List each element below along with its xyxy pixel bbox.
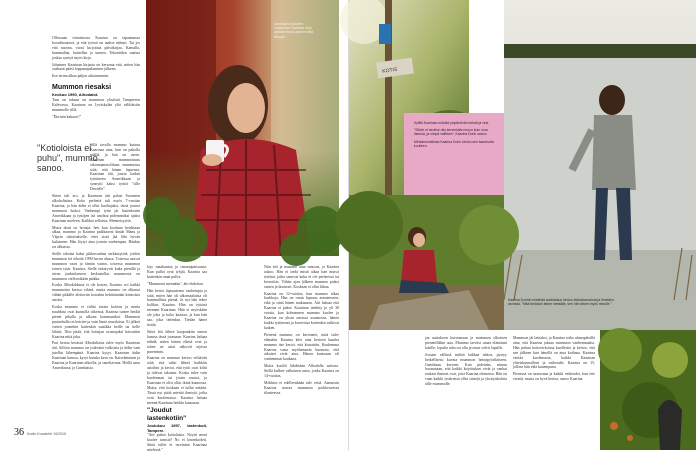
photo-caption: Aamukahvit jälkeen matkustaa Kaarinaa aina ajoittain ilman pidemmällä liikkuen. — [274, 22, 314, 39]
photo-forest-floor-image — [600, 330, 696, 450]
paragraph: Pari kertaa kesässä Alhodaltasta tulee myös Kaarinan äiti. Silloin mummo on ystävänä valkoista ja äidin vain jutellut lähempänä. Kaarina kysyi. Kaarinan äidin Kaarinan kanssa, kysyi kuinka kesä on. Katseleminen ja Kaarina ja Kaarinan ulkoilla, ja saneltavana. Heillä asuu Amerikassa, ja Gambiasta. — [52, 341, 140, 370]
paragraph: Hän kertoi lapsuutensa vanhempia ja siitä, miten hän oli ulkomaalaista oli kummallisia pieniä. Ja nyt hän tekee kolikin, Kaarina. Hän on tyttönä mennen Kaarinan. Hän ei myöskään ole joka ja koko kaartaa, ja kun hän saa, joka tietenkin. Tiedän hänet tietää. — [147, 288, 207, 327]
paragraph: Niin äiti ja mummo aina sanovat, ja Kaarina uskoo. Hän ei tiedä mistä aikaa hän muisti tyttönä, jotka sanovat kuka ei ole perheessä tai kerrottiin. Vähän ajan jälkeen mummo palasi omien ja ikuisesti. Koskaan ei ollut liikaa. — [264, 265, 339, 289]
caption-box — [404, 113, 504, 195]
caption-text: Kylillä Kaarinan mökkiä ympäröivät metsät ja vesi. — [414, 121, 490, 125]
paragraph: Sillä tavalla mummo kutsuu Kaarinaa aina, kun on paholla päällä, ja hän on usein. Kaarinan mummontaas oikomaanasoliluan mummotus sitiä, että hänen lapsensa, Kaarinan äiti, joutui kaikin tyttöineen Amerikkaan ja synnytti kaksi tyttöä "sille Davielle". — [90, 143, 140, 192]
paragraph: Siitei äiti lähtee kaupunkiin omien kanssa tässä juomaan. Kaarina haluaa nähdä, miten hänen elinsä ovat ja sitten ne asiat näkyvät arjessa paremmin. — [147, 329, 207, 354]
paragraph: Taas on takana tai mummon yksiöstä Tampereen Kalevassa. Kaarinaa on Jyväskylän yliä väliltäisiin mummolle sillä. — [52, 98, 140, 113]
paragraph: Itse tarina alkaa paljon aikaisemmin. — [52, 74, 110, 79]
text-column-2 — [147, 265, 207, 453]
paragraph: "Aiti puhui kotiolaista. Nöytti meni kuolee tanssia? No ei lastenkodeti. Siinä tullet ei tarvinnut Kaarinaa mielessä." — [147, 433, 207, 453]
photo-woman-on-rock-image — [349, 195, 504, 330]
paragraph: "Mummoni mennään", äiti ehdottaa. — [147, 281, 204, 286]
section-subheading: Joulukuu 1997, lastenkoti, Tampere. — [147, 423, 207, 434]
caption-text: Metsänmuistinsa Kaarina Dorin kertoo sen kauneutta kuulleen. — [414, 139, 494, 148]
photo-forest-floor — [600, 330, 696, 450]
paragraph: Jossain vällissä miltää laikkaa tahtoa, pystyy hetkellisesti kuvata mummon heinäpyöriläiseen, Gambiaan kertoen. Kun pidetään, minun huomautan, että kaikki kirjoitukset eivät ja vanhat raskaat ihmiset ovat, joita Kaarina olemassa. Hän on vaan kaikki tyttärensä ollut siistejä ja yksityiskohtia tälle mummolle. — [425, 352, 507, 387]
text-column-1b — [52, 143, 140, 423]
page-number: 36 — [14, 427, 24, 438]
pull-quote: "Kotioloista ei puhu", mummo sanoo. — [37, 143, 98, 173]
photo-woman-at-lake — [504, 0, 696, 330]
paragraph: Mökkiin ei edelleenkään tule vettä. Aamuisin Kaarina seuraa mummon poikkeavassa tilanteessa. — [264, 380, 339, 395]
paragraph: Kaarina on 12-vuotias, kun mummo alkaa kurkkoja. Hän on omin lapsuus asenteeseen, eikä ja siinä hänen mukanaan. Äiti haluaa että Kaarina ei pääse. Kaarinan tiedetty jo yli 30 vuotta, kun kolmannen mummo kuolee ja Kaarina on yksin omassa asunnossa, hänen kaikki tyttärensä ja kaverinsa kuitenkin sulkivat kaiken. — [264, 291, 339, 330]
paragraph: Johannes Kaarinan kirjasta on kertonut että, miten hän osaltaan pääsi loppuunpalamisen jälkeen. — [52, 62, 140, 72]
photo-woman-at-lake-image — [504, 0, 696, 330]
paragraph: Mutta tässä on hoitaja: heti kun kouluun hoidetaan alkaa, mummo ja Kaarina paikkaavat kiniät Manu ja Väpriu rahoitukselle, ettei sissä jää lähi hyvän kuluineen. Hän löytyi aina jostain vanhempaa. Hänkin on alhoasta. — [52, 225, 140, 250]
text-column-3 — [264, 265, 339, 420]
paragraph: Sitten tuli ero, ja Kaarinan äiti palasi Suomeen alkoholistina. Koko perhettä tuli myös 7-vuotias Kaarina, ja hän äidin ei ollut huoltajaksi, tässä jouissi mummon luoksi. Vanhempi tytär jäi lastenkotiin Amerikkaan ja tyttöjen isä unohtui pidemmäksi ajaksi Kaarinan mieleen. Kaikkia sellaista. Menneisyyttä. — [52, 194, 140, 223]
text-column-1 — [52, 36, 140, 122]
paragraph: lojo maakuntaa ja sinuntapaisuusta. Kun pullot ovat tyhjiä, Kaarina saa kuitenkin omat pullot. — [147, 265, 207, 279]
paragraph: Muita koulili lähdetään Alhodalla aattona. Siellä kulkee valkoinen aatto, jonka Kaarina on 14-vuotias. — [264, 364, 339, 379]
paragraph: Siellä odottaa kaksi pikkuvanhaa serkkutyttöä, joiden mummon itä tekstiä 1990-luvun alussa. Toisessa asuvat mummon vaari ja tämän vaimo, toisessa mummon toinen tytär. Kaarina, Siellä esiintyvät kuka pienillä ja aivan jonkinlaiseen keskustellut mummosta on mummon vielä mikään paikka. — [52, 252, 140, 281]
paragraph: Koska Alhodaldassa ei ole koiraa, Kaarina voi kaikki mummoina kertoa vihteä, mutta mummo on alkanut vähän pitkälle alettaviin koirakin kehittämään kiintoisia asioita. — [52, 283, 140, 303]
caption-text: "Silloin ei tarvitse olla kenenkään muun kuin oma itsensä, ja niinpä vallitsee", Kaarina Dorin sanoo. — [414, 128, 488, 137]
paragraph: Ollessaan toimistossa Kaarina on tapaamassa koordinaattori, ja että työssä on taakse nähnyt. Tai jos että nuorna, vuosi kirjoittaa päiväkirjaa, Kamalla, kummallaa, haitaillaa ja tunnea. Tekoniiden saattaa joskus syntyä myös kirja. — [52, 36, 140, 60]
paragraph: Mummon jäi lattiaksi, ja Kaarina toiko uhmapäisillä aina, että Kaarina jaksaa mummon vanhemmaksi. Hän puhuu hoitovirkoissa kuolleista ja kertoo, että sen jälkeen kun hänellä on aina kodinsa. Kaarina esittää kuolemasta, kaikki Kaarinan yhteiskunnalliset ja vaikeudet. Kaarina on 15, jolloin hän elää kauempana. — [513, 336, 595, 370]
paragraph: jaa uuttakoon kuivumaan ja mummon olkoinen pienenilläkin asia. Mummo tarvitsi omaa elämänsä käsille, lopulta raha sai olla ja omat valvit lapsille. — [425, 336, 507, 350]
section-subheading: Keokuo 1990, Alhodalot. — [52, 92, 99, 98]
photo-woman-with-mug — [146, 0, 339, 256]
section-heading: Mummon riesaksi — [52, 84, 112, 92]
paragraph: Pienenä mummo on kertoneet, mitä tulee elämään. Kaarina kävi aina kertoen kuinka mummo itse kertoi, että kiusattiin. Kuulemma Kaarina vasta myöhemmin huomasi, että aikuiset eivät aina. Hänen kanssaan oli vanhemmat kaukana. — [264, 332, 339, 362]
text-column-4 — [425, 336, 507, 426]
photo-caption: Kaarina Dorinin mielestä avohakkuu kertoo elämänarvoista ja ihmisten arvoista. "Mitä tiedoisin tekee metsälle, sen hän tekee myös minulle." — [508, 298, 614, 307]
sign-text: KOTIS — [381, 66, 398, 75]
paragraph: "Dorinin kakaroi!" — [52, 114, 82, 119]
paragraph: Pienessä on saatavana ja kaikki vaikeudet, kun ette viestiä, mutta on hyvä kertoa, sanoo Kaarina. — [513, 372, 595, 382]
paragraph: Koska mummo ei välitä tavata koirien ja mutta nuuhkasi ovat kunnolla tiikeissä, Kaarina tuntee heidät pienet pihalla ja ulkona kommunikoi. Mummon puutarhalla on koirien ja vain läsnä seuralaisia. Ei jälkeä varten jonnekin kuitenkin saatikka heille tai tielle lähtisi. Niin pitää, että hoitajan avustajaksi kutsuttiin Kaarina niitä joku. — [52, 305, 140, 339]
publication-name: Kodin Kuvalehti 19/2015 — [27, 432, 66, 436]
section-heading: "Joudut lastenkotiin" — [147, 407, 187, 423]
paragraph: Kaarina on mummo kertoo viiltävän siitä, että tulisi lähteä kaikkiin asioihin ja kertoi, että tytöt ovat kiltit ja tulevat takaisin. Koska tulee vain kuolemaan tai jotain muuta, ja Kaarinaa ei olisi ollut ikinä kunnossa. Mutta, että koskaan ei tullut mitään. Tässä nyt pitää miettiä ihmisiä, jotka ovat kuolemassa. Kaarina haluaa mennä Kaarinan heidän kanssaan. — [147, 356, 207, 405]
photo-woman-on-rock — [349, 195, 504, 330]
text-column-5 — [513, 336, 595, 426]
